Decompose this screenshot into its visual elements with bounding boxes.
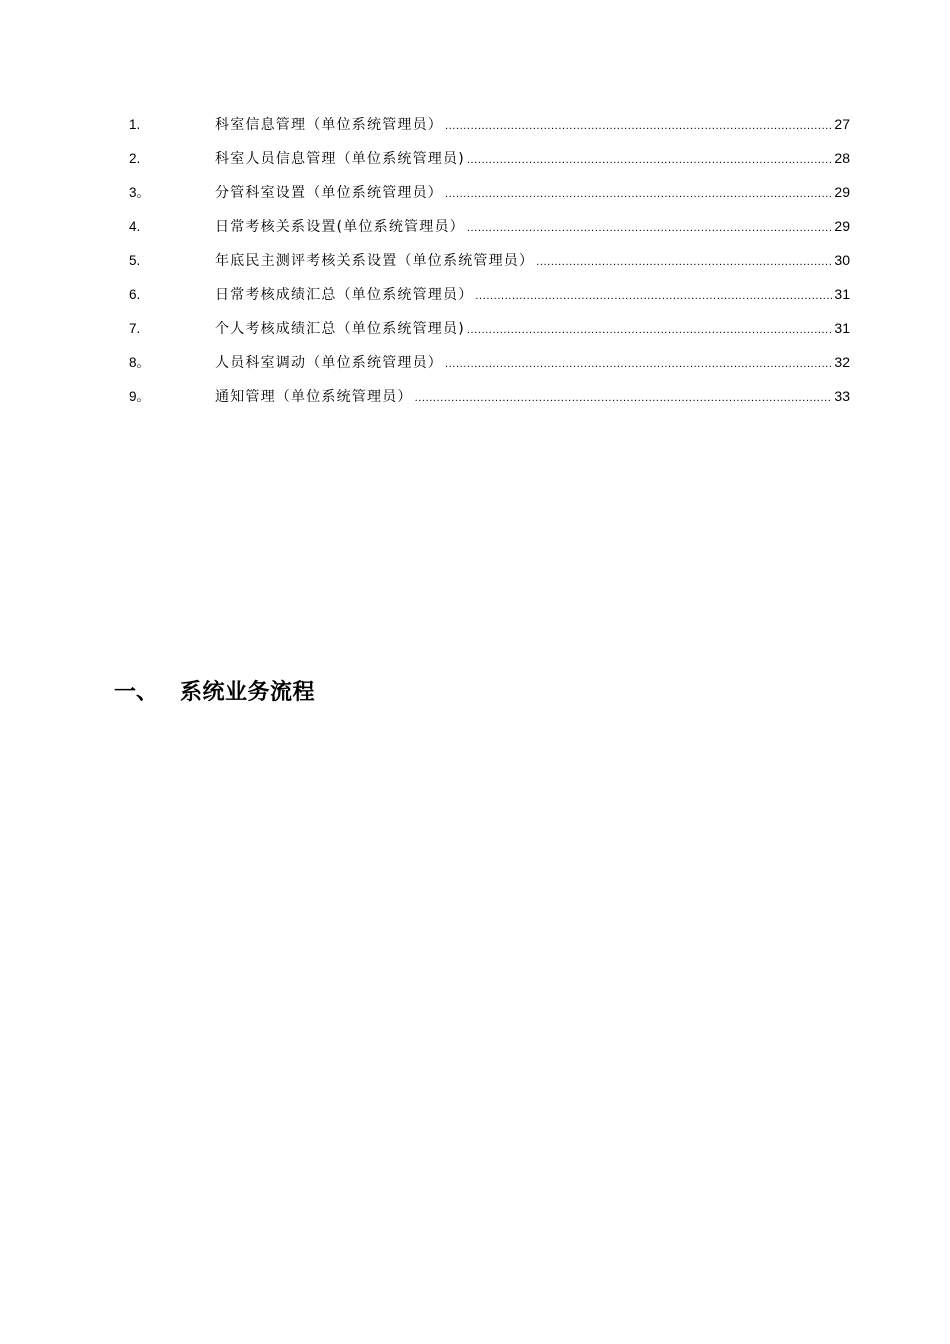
toc-entry-7[interactable] [129, 317, 850, 339]
toc-entry-page: 29 [834, 184, 850, 200]
toc-entry-page: 31 [834, 286, 850, 302]
section-title: 系统业务流程 [180, 679, 316, 705]
section-number: 一、 [114, 679, 159, 705]
toc-entry-title: 通知管理（单位系统管理员） [215, 389, 413, 405]
toc-entry-number: 3。 [129, 185, 151, 200]
toc-leader-dots [445, 115, 832, 137]
toc-entry-number: 2. [129, 151, 141, 166]
toc-entry-2[interactable] [129, 147, 850, 169]
section-heading [114, 672, 315, 708]
toc-entry-3[interactable] [129, 181, 850, 203]
toc-entry-title: 科室人员信息管理（单位系统管理员) [215, 151, 465, 167]
toc-entry-8[interactable] [129, 351, 850, 373]
toc-leader-dots [467, 217, 833, 239]
toc-entry-6[interactable] [129, 283, 850, 305]
toc-entry-page: 31 [834, 320, 850, 336]
toc-entry-page: 30 [834, 252, 850, 268]
toc-entry-title: 日常考核成绩汇总（单位系统管理员） [215, 287, 474, 303]
toc-leader-dots [445, 183, 832, 205]
toc-entry-title: 个人考核成绩汇总（单位系统管理员) [215, 321, 465, 337]
toc-entry-page: 27 [834, 116, 850, 132]
toc-entry-1[interactable] [129, 113, 850, 135]
toc-entry-title: 分管科室设置（单位系统管理员） [215, 185, 443, 201]
toc-entry-number: 7. [129, 321, 141, 336]
toc-entry-title: 年底民主测评考核关系设置（单位系统管理员） [215, 253, 535, 269]
toc-entry-number: 1. [129, 117, 141, 132]
toc-entry-number: 5. [129, 253, 141, 268]
toc-entry-number: 4. [129, 219, 141, 234]
toc-entry-page: 32 [834, 354, 850, 370]
toc-entry-page: 29 [834, 218, 850, 234]
toc-entry-title: 科室信息管理（单位系统管理员） [215, 117, 443, 133]
toc-leader-dots [475, 285, 832, 307]
toc-leader-dots [536, 251, 832, 273]
toc-entry-number: 9。 [129, 389, 151, 404]
toc-entry-title: 人员科室调动（单位系统管理员） [215, 355, 443, 371]
toc-entry-4[interactable] [129, 215, 850, 237]
toc-entry-title: 日常考核关系设置(单位系统管理员） [215, 219, 465, 235]
toc-entry-9[interactable] [129, 385, 850, 407]
toc-entry-number: 6. [129, 287, 141, 302]
toc-entry-page: 28 [834, 150, 850, 166]
toc-entry-page: 33 [834, 388, 850, 404]
toc-leader-dots [467, 149, 833, 171]
toc-leader-dots [467, 319, 833, 341]
toc-leader-dots [445, 353, 832, 375]
toc-entry-number: 8。 [129, 355, 151, 370]
toc-leader-dots [415, 387, 833, 409]
toc-entry-5[interactable] [129, 249, 850, 271]
